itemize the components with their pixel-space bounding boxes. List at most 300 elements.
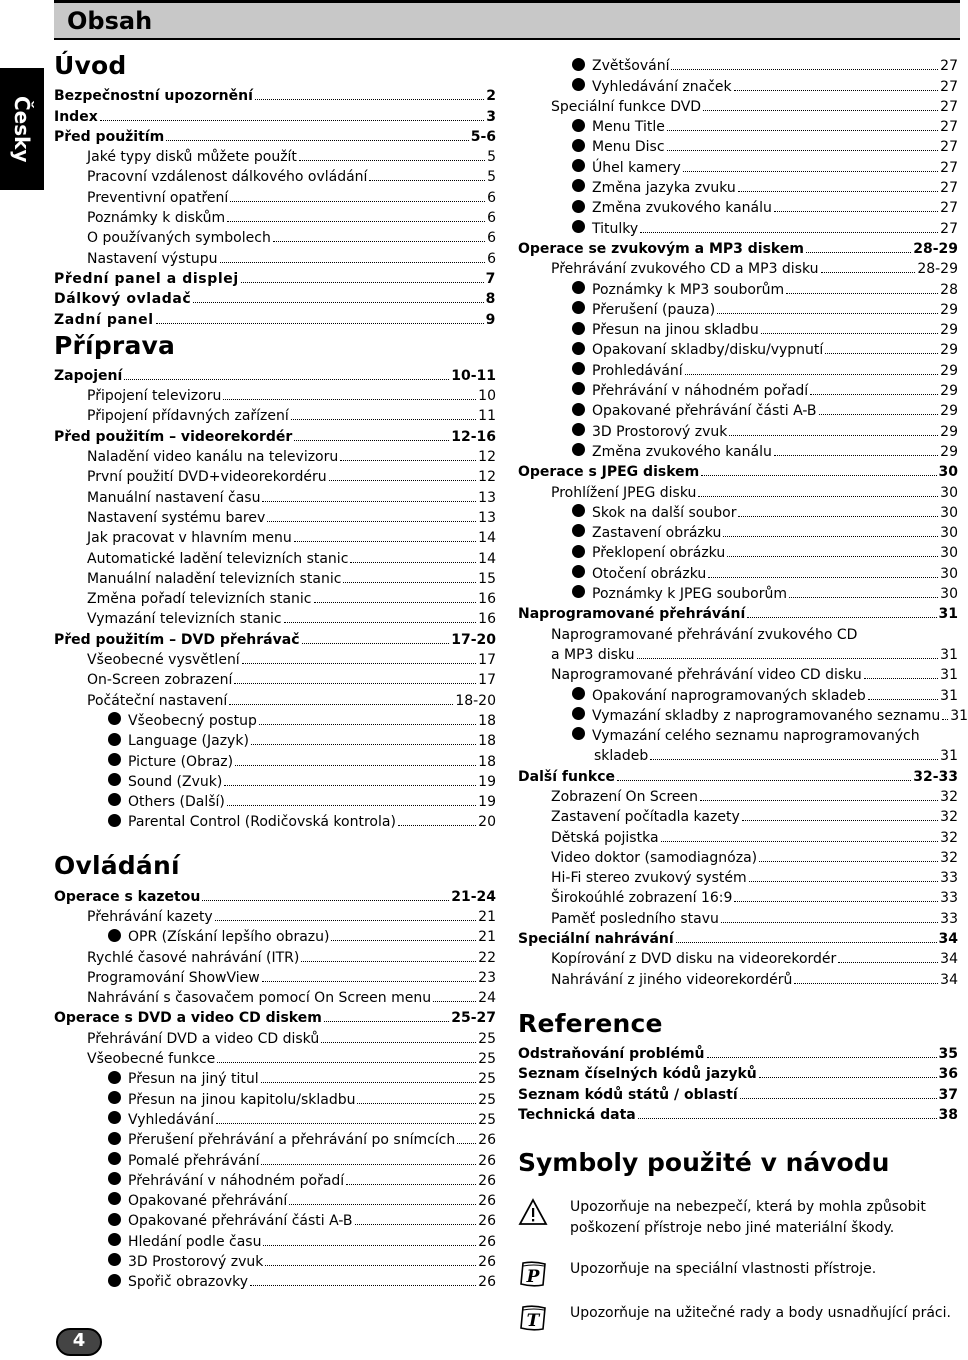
toc-entry-title: Úhel kamery — [592, 159, 681, 176]
toc-page-number: 29 — [940, 301, 958, 318]
toc-entry-title: O používaných symbolech — [87, 230, 271, 247]
toc-page-number: 15 — [478, 570, 496, 587]
toc-entry-title: Změna pořadí televizních stanic — [87, 591, 312, 608]
toc-subentry[interactable] — [54, 1229, 496, 1249]
toc-chapter[interactable] — [518, 1062, 958, 1082]
dot-leader — [250, 1285, 476, 1286]
toc-page-number: 10-11 — [451, 367, 496, 384]
toc-subentry[interactable] — [54, 709, 496, 729]
toc-entry[interactable] — [54, 986, 496, 1006]
toc-entry[interactable] — [54, 668, 496, 688]
toc-entry[interactable] — [518, 805, 958, 825]
section-heading: Reference — [518, 1008, 663, 1038]
toc-subentry[interactable] — [518, 338, 958, 358]
dot-leader — [294, 541, 476, 542]
dot-leader — [340, 460, 476, 461]
toc-entry-title: Skok na další soubor — [592, 504, 737, 521]
toc-page-number: 29 — [940, 443, 958, 460]
toc-entry[interactable] — [518, 825, 958, 845]
toc-entry[interactable] — [54, 546, 496, 566]
bullet-icon — [108, 793, 121, 806]
toc-page-number: 19 — [478, 794, 496, 811]
symbol-row — [518, 1259, 958, 1289]
toc-page-number: 22 — [478, 949, 496, 966]
toc-subentry[interactable] — [518, 724, 958, 744]
dot-leader — [740, 1098, 937, 1099]
toc-entry-title: Přesun na jinou kapitolu/skladbu — [128, 1091, 356, 1108]
toc-subentry[interactable] — [518, 501, 958, 521]
dot-leader — [261, 1164, 476, 1165]
toc-page-number: 6 — [487, 189, 496, 206]
dot-leader — [676, 942, 937, 943]
dot-leader — [267, 521, 476, 522]
toc-entry[interactable] — [518, 480, 958, 500]
dot-leader — [273, 241, 485, 242]
toc-entry-title: a MP3 disku — [551, 646, 635, 663]
toc-page-number: 29 — [940, 423, 958, 440]
toc-subentry[interactable] — [518, 704, 968, 724]
toc-entry[interactable] — [518, 95, 958, 115]
toc-entry-title: Hledání podle času — [128, 1233, 262, 1250]
dot-leader — [262, 981, 476, 982]
toc-entry-title: Dálkový ovladač — [54, 291, 192, 308]
toc-entry-title: Others (Další) — [128, 794, 225, 811]
toc-entry-title: Seznam kódů států / oblastí — [518, 1086, 738, 1103]
dot-leader — [299, 160, 485, 161]
toc-subentry[interactable] — [54, 790, 496, 810]
bullet-icon — [572, 200, 585, 213]
toc-entry[interactable] — [54, 206, 496, 226]
toc-entry-title: Vymazání skladby z naprogramovaného seznamu — [592, 707, 941, 724]
bullet-icon — [572, 504, 585, 517]
toc-entry[interactable] — [518, 967, 958, 987]
dot-leader — [324, 1021, 449, 1022]
toc-entry-title: Počáteční nastavení — [87, 692, 228, 709]
toc-entry-title: Language (Jazyk) — [128, 733, 249, 750]
toc-page-number: 12-16 — [451, 428, 496, 445]
toc-page-number: 26 — [478, 1233, 496, 1250]
toc-entry[interactable] — [54, 226, 496, 246]
toc-chapter[interactable] — [518, 927, 958, 947]
toc-page-number: 14 — [478, 530, 496, 547]
toc-chapter[interactable] — [54, 1006, 496, 1026]
toc-page-number: 28-29 — [917, 261, 958, 278]
toc-page-number: 12 — [478, 469, 496, 486]
toc-subentry[interactable] — [54, 1108, 496, 1128]
toc-entry-title: Naladění video kanálu na televizoru — [87, 449, 339, 466]
toc-entry-title: Zadní panel — [54, 311, 154, 328]
dot-leader — [215, 920, 476, 921]
toc-entry-title: Před použitím — [54, 128, 165, 145]
toc-subentry[interactable] — [518, 379, 958, 399]
bullet-icon — [572, 585, 585, 598]
toc-subentry[interactable] — [54, 1209, 496, 1229]
toc-subentry[interactable] — [518, 155, 958, 175]
toc-entry[interactable] — [518, 257, 958, 277]
toc-entry[interactable] — [54, 526, 496, 546]
dot-leader — [698, 496, 938, 497]
toc-entry-title: Přerušení přehrávání a přehrávání po snímcích — [128, 1132, 456, 1149]
toc-entry-title: Parental Control (Rodičovská kontrola) — [128, 814, 396, 831]
toc-subentry[interactable] — [518, 440, 958, 460]
dot-leader — [759, 861, 938, 862]
toc-subentry[interactable] — [518, 74, 958, 94]
toc-subentry[interactable] — [54, 770, 496, 790]
dot-leader — [156, 323, 484, 324]
toc-page-number: 29 — [940, 342, 958, 359]
toc-entry-title: Poznámky k diskům — [87, 210, 226, 227]
toc-page-number: 16 — [478, 591, 496, 608]
bullet-icon — [572, 687, 585, 700]
toc-chapter[interactable] — [54, 884, 496, 904]
spacer — [54, 830, 496, 848]
toc-entry[interactable] — [54, 185, 496, 205]
bullet-icon — [108, 1233, 121, 1246]
toc-entry-title: 3D Prostorový zvuk — [128, 1254, 264, 1271]
toc-subentry[interactable] — [518, 135, 958, 155]
toc-entry-title: Picture (Obraz) — [128, 753, 234, 770]
toc-entry-title: Opakované přehrávání části A-B — [128, 1213, 353, 1230]
dot-leader — [314, 602, 477, 603]
dot-leader — [761, 333, 938, 334]
toc-subentry[interactable] — [54, 1169, 496, 1189]
toc-chapter[interactable] — [518, 764, 958, 784]
toc-entry[interactable] — [518, 846, 958, 866]
toc-entry[interactable] — [54, 404, 496, 424]
dot-leader — [263, 1245, 476, 1246]
toc-page-number: 28-29 — [913, 240, 958, 257]
symbols-title: Symboly použité v návodu — [518, 1147, 890, 1177]
toc-page-number: 26 — [478, 1213, 496, 1230]
toc-entry-title: Automatické ladění televizních stanic — [87, 550, 349, 567]
bullet-icon — [572, 220, 585, 233]
toc-page-number: 16 — [478, 611, 496, 628]
toc-subentry[interactable] — [518, 541, 958, 561]
toc-entry[interactable] — [54, 567, 496, 587]
dot-leader — [759, 1077, 937, 1078]
dot-leader — [217, 1062, 476, 1063]
toc-chapter[interactable] — [518, 1042, 958, 1062]
toc-page-number: 29 — [940, 362, 958, 379]
toc-entry[interactable] — [54, 688, 496, 708]
toc-page-number: 26 — [478, 1254, 496, 1271]
toc-chapter[interactable] — [54, 84, 496, 104]
bullet-icon — [572, 179, 585, 192]
toc-page-number: 14 — [478, 550, 496, 567]
toc-page-number: 30 — [940, 484, 958, 501]
bullet-icon — [572, 281, 585, 294]
dot-leader — [821, 272, 916, 273]
toc-entry-title: 3D Prostorový zvuk — [592, 423, 728, 440]
toc-page-number: 31 — [938, 606, 958, 623]
toc-entry-title: Paměť posledního stavu — [551, 910, 719, 927]
toc-subentry[interactable] — [54, 1067, 496, 1087]
toc-subentry[interactable] — [518, 176, 958, 196]
toc-page-number: 17-20 — [451, 631, 496, 648]
toc-page-number: 18 — [478, 712, 496, 729]
toc-page-number: 30 — [940, 525, 958, 542]
dot-leader — [433, 1001, 476, 1002]
dot-leader — [825, 353, 938, 354]
dot-leader — [667, 150, 939, 151]
dot-leader — [700, 800, 938, 801]
toc-entry-title: Hi-Fi stereo zvukový systém — [551, 870, 747, 887]
toc-entry-title: Připojení televizoru — [87, 388, 222, 405]
toc-entry[interactable] — [54, 246, 496, 266]
toc-page-number: 31 — [940, 748, 958, 765]
toc-subentry[interactable] — [518, 582, 958, 602]
toc-page-number: 27 — [940, 139, 958, 156]
bullet-icon — [108, 1132, 121, 1145]
toc-chapter[interactable] — [518, 1103, 958, 1123]
dot-leader — [242, 663, 476, 664]
toc-page-number: 30 — [940, 504, 958, 521]
symbol-description: Upozorňuje na užitečné rady a body usnadňující práci. — [570, 1304, 951, 1321]
dot-leader — [683, 171, 938, 172]
toc-entry[interactable] — [54, 1026, 496, 1046]
toc-entry-title: Zapojení — [54, 367, 123, 384]
bullet-icon — [572, 322, 585, 335]
toc-subentry[interactable] — [518, 196, 958, 216]
toc-entry-title: Jak pracovat v hlavním menu — [87, 530, 292, 547]
toc-subentry[interactable] — [518, 419, 958, 439]
toc-page-number: 3 — [486, 108, 496, 125]
toc-subentry[interactable] — [54, 729, 496, 749]
toc-subentry[interactable] — [54, 925, 496, 945]
toc-subentry[interactable] — [518, 318, 958, 338]
dot-leader — [235, 765, 476, 766]
toc-page-number: 26 — [478, 1274, 496, 1291]
toc-entry-title: Rychlé časové nahrávání (ITR) — [87, 949, 300, 966]
toc-entry[interactable] — [54, 945, 496, 965]
toc-entry[interactable] — [518, 947, 958, 967]
toc-chapter[interactable] — [54, 424, 496, 444]
bullet-icon — [572, 119, 585, 132]
bullet-icon — [108, 1274, 121, 1287]
toc-entry[interactable] — [54, 648, 496, 668]
toc-page-number: 5-6 — [470, 128, 496, 145]
bullet-icon — [108, 1192, 121, 1205]
toc-entry-title: Menu Disc — [592, 139, 665, 156]
toc-page-number: 26 — [478, 1132, 496, 1149]
dot-leader — [100, 120, 485, 121]
toc-subentry[interactable] — [518, 358, 958, 378]
toc-entry[interactable] — [518, 866, 958, 886]
bullet-icon — [108, 1111, 121, 1124]
toc-entry[interactable] — [54, 506, 496, 526]
toc-page-number: 31 — [940, 667, 958, 684]
toc-entry[interactable] — [518, 643, 958, 663]
toc-chapter[interactable] — [518, 602, 958, 622]
toc-subentry[interactable] — [54, 810, 496, 830]
dot-leader — [738, 516, 938, 517]
dot-leader — [685, 374, 938, 375]
toc-entry[interactable] — [518, 663, 958, 683]
toc-entry-title: První použití DVD+videorekordéru — [87, 469, 327, 486]
toc-page-number: 25 — [478, 1051, 496, 1068]
toc-entry[interactable] — [518, 785, 958, 805]
toc-entry-title: Kopírování z DVD disku na videorekordér — [551, 951, 837, 968]
bullet-icon — [572, 159, 585, 172]
toc-entry[interactable] — [54, 445, 496, 465]
toc-subentry[interactable] — [518, 298, 958, 318]
toc-chapter[interactable] — [54, 267, 496, 287]
toc-entry[interactable] — [518, 886, 958, 906]
toc-subentry[interactable] — [518, 399, 958, 419]
toc-entry-title: Všeobecné vysvětlení — [87, 652, 240, 669]
dot-leader — [329, 480, 477, 481]
svg-text:T: T — [526, 1310, 540, 1331]
toc-subentry[interactable] — [54, 1250, 496, 1270]
bullet-icon — [108, 773, 121, 786]
toc-entry[interactable] — [54, 607, 496, 627]
toc-page-number: 21-24 — [451, 888, 496, 905]
toc-subentry[interactable] — [518, 521, 958, 541]
svg-text:P: P — [526, 1266, 540, 1287]
toc-chapter[interactable] — [518, 460, 958, 480]
symbols-list — [518, 1197, 958, 1333]
toc-chapter[interactable] — [54, 627, 496, 647]
toc-entry-title: Zvětšování — [592, 58, 670, 75]
toc-subentry[interactable] — [54, 1270, 496, 1290]
toc-subentry[interactable] — [54, 1148, 496, 1168]
toc-page-number: 18 — [478, 753, 496, 770]
toc-page-number: 5 — [487, 169, 496, 186]
section-heading: Ovládání — [54, 851, 180, 881]
dot-leader — [819, 414, 939, 415]
bullet-icon — [108, 1253, 121, 1266]
toc-subentry[interactable] — [518, 277, 958, 297]
toc-entry-title: Video doktor (samodiagnóza) — [551, 849, 758, 866]
bullet-icon — [108, 1213, 121, 1226]
toc-chapter[interactable] — [54, 104, 496, 124]
toc-page-number: 27 — [940, 180, 958, 197]
toc-chapter[interactable] — [54, 287, 496, 307]
bullet-icon — [108, 733, 121, 746]
toc-page-number: 13 — [478, 509, 496, 526]
toc-page-number: 21 — [478, 908, 496, 925]
toc-page-number: 38 — [938, 1106, 958, 1123]
bullet-icon — [572, 362, 585, 375]
toc-entry[interactable] — [54, 145, 496, 165]
dot-leader — [224, 785, 476, 786]
toc-entry[interactable] — [54, 384, 496, 404]
toc-entry[interactable] — [518, 906, 958, 926]
toc-subentry[interactable] — [54, 1087, 496, 1107]
toc-subentry[interactable] — [54, 749, 496, 769]
toc-entry-title: Poznámky k JPEG souborům — [592, 586, 788, 603]
toc-entry[interactable] — [54, 587, 496, 607]
dot-leader — [124, 379, 449, 380]
toc-entry-title: Manuální naladění televizních stanic — [87, 570, 342, 587]
toc-entry[interactable] — [54, 465, 496, 485]
dot-leader — [734, 901, 938, 902]
toc-entry-title: Přehrávání zvukového CD a MP3 disku — [551, 261, 819, 278]
toc-entry[interactable] — [518, 622, 958, 642]
bullet-icon — [108, 712, 121, 725]
bullet-icon — [572, 727, 585, 740]
toc-subentry[interactable] — [518, 683, 958, 703]
toc-entry-title: Vyhledávání značek — [592, 78, 732, 95]
dot-leader — [229, 704, 453, 705]
dot-leader — [667, 130, 938, 131]
dot-leader — [810, 394, 938, 395]
toc-entry[interactable] — [54, 165, 496, 185]
toc-entry-title: Přehrávání v náhodném pořadí — [592, 383, 809, 400]
toc-subentry[interactable] — [518, 115, 958, 135]
toc-entry-title: Další funkce — [518, 768, 616, 785]
toc-chapter[interactable] — [54, 125, 496, 145]
toc-page-number: 11 — [478, 408, 496, 425]
toc-chapter[interactable] — [518, 237, 958, 257]
toc-page-number: 18-20 — [455, 692, 496, 709]
dot-leader — [355, 1224, 477, 1225]
bullet-icon — [572, 342, 585, 355]
dot-leader — [794, 983, 938, 984]
toc-page-number: 9 — [485, 311, 496, 328]
dot-leader — [703, 110, 938, 111]
dot-leader — [729, 435, 938, 436]
toc-entry-title: Přesun na jiný titul — [128, 1071, 259, 1088]
dot-leader — [637, 658, 939, 659]
toc-entry-title: Nastavení výstupu — [87, 250, 218, 267]
toc-page-number: 17 — [478, 652, 496, 669]
toc-subentry[interactable] — [518, 561, 958, 581]
p-note-icon — [518, 1259, 548, 1289]
toc-entry-title: Opakování naprogramovaných skladeb — [592, 687, 866, 704]
symbol-row — [518, 1303, 958, 1333]
toc-chapter[interactable] — [54, 307, 496, 327]
dot-leader — [216, 1123, 476, 1124]
toc-subentry[interactable] — [518, 216, 958, 236]
dot-leader — [398, 825, 476, 826]
toc-chapter[interactable] — [54, 364, 496, 384]
dot-leader — [369, 180, 485, 181]
toc-entry-title: Vymazání celého seznamu naprogramovaných — [592, 728, 920, 745]
bullet-icon — [572, 382, 585, 395]
toc-page-number: 32 — [940, 849, 958, 866]
toc-page-number: 19 — [478, 773, 496, 790]
toc-subentry[interactable] — [518, 54, 958, 74]
toc-entry[interactable] — [54, 485, 496, 505]
toc-entry[interactable] — [54, 966, 496, 986]
dot-leader — [868, 699, 938, 700]
toc-page-number: 17 — [478, 672, 496, 689]
toc-entry-title: Před použitím – DVD přehrávač — [54, 631, 300, 648]
toc-page-number: 31 — [940, 687, 958, 704]
toc-entry-title: Přehrávání kazety — [87, 908, 213, 925]
toc-entry-title: Naprogramované přehrávání — [518, 606, 746, 623]
dot-leader — [806, 252, 911, 253]
toc-entry[interactable] — [54, 1047, 496, 1067]
dot-leader — [234, 683, 476, 684]
toc-page-number: 33 — [940, 870, 958, 887]
toc-chapter[interactable] — [518, 1082, 958, 1102]
dot-leader — [291, 419, 476, 420]
toc-entry-title: Operace s kazetou — [54, 888, 201, 905]
toc-entry-title: Preventivní opatření — [87, 189, 229, 206]
toc-subentry[interactable] — [54, 1189, 496, 1209]
toc-entry-title: Manuální nastavení času — [87, 489, 261, 506]
toc-subentry[interactable] — [54, 1128, 496, 1148]
toc-entry[interactable] — [54, 905, 496, 925]
symbol-description: Upozorňuje na speciální vlastnosti přístroje. — [570, 1260, 877, 1277]
bullet-icon — [108, 753, 121, 766]
toc-page-number: 25 — [478, 1111, 496, 1128]
bullet-icon — [572, 423, 585, 436]
toc-entry-title: Programování ShowView — [87, 969, 260, 986]
toc-subentry[interactable] — [518, 744, 958, 764]
